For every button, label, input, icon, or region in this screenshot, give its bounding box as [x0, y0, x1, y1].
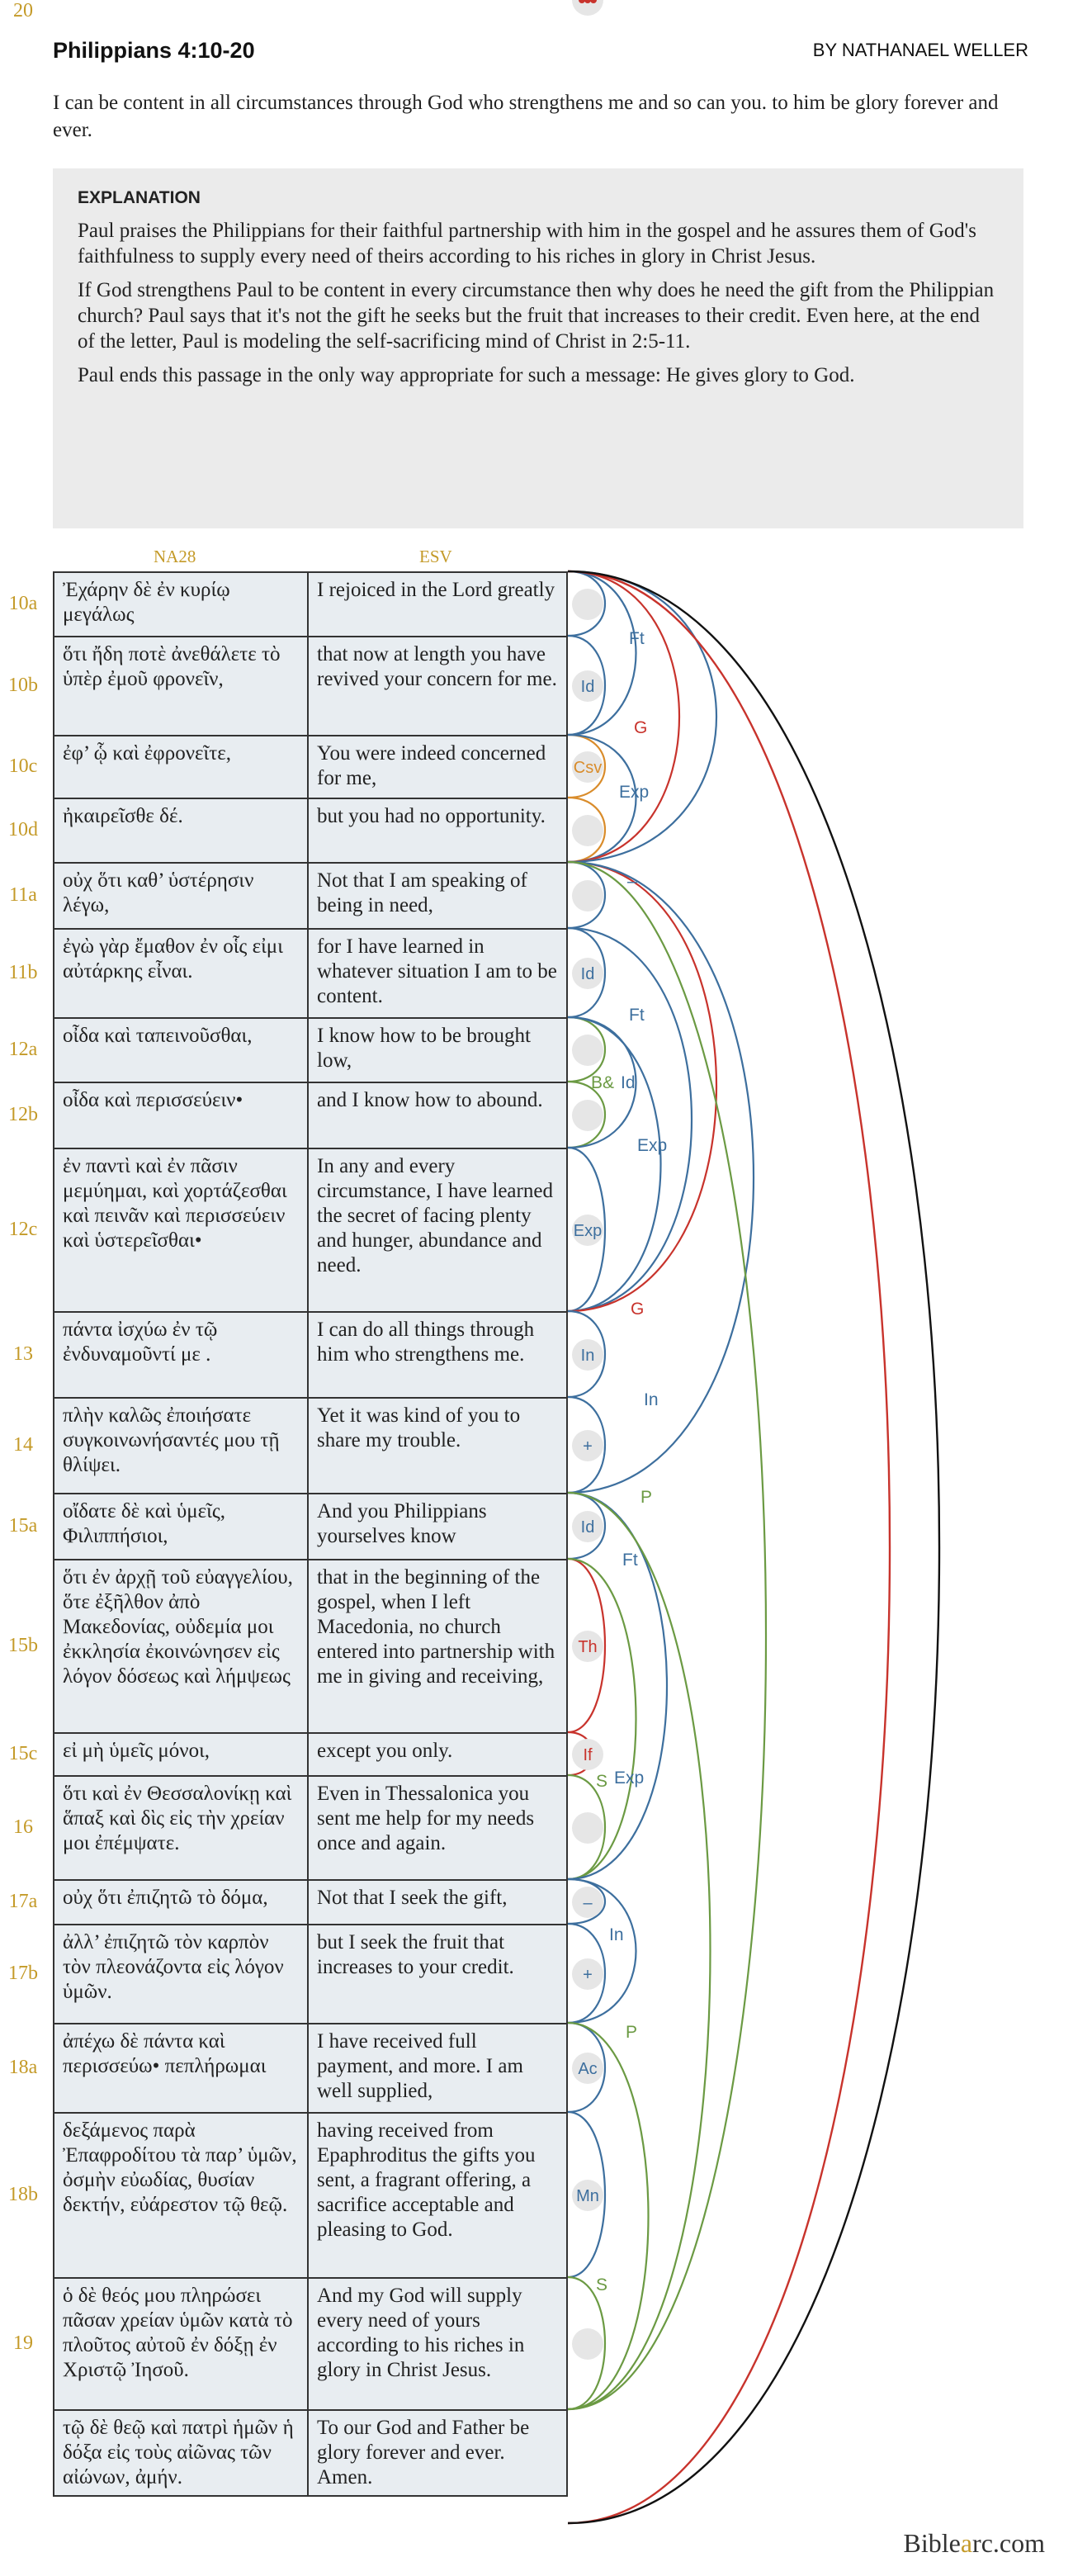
verse-ref: 17a: [8, 1891, 38, 1912]
verse-ref: 14: [13, 1434, 33, 1456]
greek-cell: ὅτι ἤδη ποτὲ ἀνεθάλετε τὸ ὑπὲρ ἐμοῦ φρονεῖν,: [53, 636, 309, 736]
marker-label: Id: [580, 678, 595, 696]
greek-cell: ὅτι καὶ ἐν Θεσσαλονίκῃ καὶ ἅπαξ καὶ δὶς εἰς τὴν χρείαν μοι ἐπέμψατε.: [53, 1775, 309, 1881]
english-cell: I can do all things through him who strengthens me.: [307, 1311, 568, 1399]
explanation-heading: EXPLANATION: [78, 188, 201, 207]
verse-ref: 19: [13, 2332, 33, 2354]
english-cell: but I seek the fruit that increases to your credit.: [307, 1924, 568, 2024]
arc-label: S: [596, 2275, 608, 2294]
marker-label: +: [583, 1437, 593, 1456]
arc-label: G: [634, 718, 648, 737]
english-cell: Yet it was kind of you to share my trouble.: [307, 1397, 568, 1494]
empty-marker-circle: [572, 2328, 603, 2360]
empty-marker-circle: [572, 1100, 603, 1131]
greek-cell: τῷ δὲ θεῷ καὶ πατρὶ ἡμῶν ἡ δόξα εἰς τοὺς αἰῶνας τῶν αἰώνων, ἀμήν.: [53, 2409, 309, 2497]
english-cell: except you only.: [307, 1732, 568, 1777]
arc-label: In: [644, 1390, 659, 1409]
verse-ref: 10c: [8, 755, 38, 777]
verse-ref: 11a: [9, 884, 37, 906]
arc-label: Ft: [629, 629, 645, 648]
greek-cell: εἰ μὴ ὑμεῖς μόνοι,: [53, 1732, 309, 1777]
verse-ref: 10d: [8, 819, 38, 841]
greek-cell: ἠκαιρεῖσθε δέ.: [53, 798, 309, 864]
verse-ref: 16: [13, 1816, 33, 1838]
greek-cell: ἐφ’ ᾧ καὶ ἐφρονεῖτε,: [53, 735, 309, 799]
explanation-paragraph: If God strengthens Paul to be content in every circumstance then why does he need the gift from the Philippian church? Paul says that it's not the gift he seeks but the fruit that increases to their credit. Even here, at the end of the letter, Paul is modeling the self-sacrificing mind of Christ in 2:5-11.: [78, 279, 995, 353]
english-cell: for I have learned in whatever situation I am to be content.: [307, 928, 568, 1019]
greek-cell: δεξάμενος παρὰ Ἐπαφροδίτου τὰ παρ’ ὑμῶν, ὀσμὴν εὐωδίας, θυσίαν δεκτήν, εὐάρεστον τῷ θεῷ.: [53, 2112, 309, 2279]
greek-cell: οἴδατε δὲ καὶ ὑμεῖς, Φιλιππήσιοι,: [53, 1493, 309, 1560]
empty-marker-circle: [572, 1812, 603, 1844]
empty-marker-circle: [572, 1035, 603, 1066]
english-cell: Not that I seek the gift,: [307, 1879, 568, 1925]
greek-cell: οὐχ ὅτι ἐπιζητῶ τὸ δόμα,: [53, 1879, 309, 1925]
verse-ref: 15a: [8, 1515, 38, 1537]
greek-cell: πλὴν καλῶς ἐποιήσατε συγκοινωνήσαντές μου τῇ θλίψει.: [53, 1397, 309, 1494]
verse-ref: 20: [13, 0, 33, 21]
arc-label: Ft: [622, 1551, 638, 1570]
verse-ref: 18a: [8, 2057, 38, 2078]
arc-label: Exp: [614, 1769, 645, 1788]
english-cell: that now at length you have revived your concern for me.: [307, 636, 568, 736]
verse-ref: 17b: [8, 1963, 38, 1984]
marker-label: Id: [580, 1518, 595, 1537]
page-title: Philippians 4:10-20: [53, 38, 255, 63]
english-cell: And my God will supply every need of yours according to his riches in glory in Christ Jesus.: [307, 2277, 568, 2411]
greek-cell: ἐν παντὶ καὶ ἐν πᾶσιν μεμύημαι, καὶ χορτάζεσθαι καὶ πεινᾶν καὶ περισσεύειν καὶ ὑστερεῖσθαι•: [53, 1148, 309, 1313]
greek-cell: ὁ δὲ θεός μου πληρώσει πᾶσαν χρείαν ὑμῶν κατὰ τὸ πλοῦτος αὐτοῦ ἐν δόξῃ ἐν Χριστῷ Ἰησοῦ.: [53, 2277, 309, 2411]
greek-cell: οἶδα καὶ περισσεύειν•: [53, 1082, 309, 1149]
verse-ref: 10b: [8, 675, 38, 696]
marker-label: Ac: [578, 2060, 598, 2078]
empty-marker-circle: [572, 815, 603, 846]
arc-label: P: [640, 1488, 653, 1507]
arc-label: Exp: [637, 1136, 668, 1155]
verse-ref: 13: [13, 1343, 33, 1365]
arc-label: Exp: [619, 783, 650, 802]
marker-label: Exp: [573, 1222, 603, 1240]
english-cell: You were indeed concerned for me,: [307, 735, 568, 799]
verse-ref: 12c: [8, 1219, 38, 1240]
arc-label: P: [626, 2023, 638, 2042]
english-cell: I know how to be brought low,: [307, 1017, 568, 1083]
english-cell: To our God and Father be glory forever and ever. Amen.: [307, 2409, 568, 2497]
arc-line: [568, 571, 939, 2523]
summary-text: I can be content in all circumstances through God who strengthens me and so can you. to him be glory forever and ever.: [53, 92, 999, 141]
marker-label: +: [583, 1966, 593, 1984]
marker-label: Mn: [576, 2187, 599, 2205]
marker-label: In: [580, 1347, 595, 1365]
english-cell: and I know how to abound.: [307, 1082, 568, 1149]
author-byline: BY NATHANAEL WELLER: [812, 40, 1028, 60]
verse-ref: 12b: [8, 1104, 38, 1125]
empty-marker-circle: [572, 880, 603, 912]
arc-line: [568, 1493, 711, 2409]
verse-ref: 15b: [8, 1635, 38, 1656]
english-cell: Even in Thessalonica you sent me help for my needs once and again.: [307, 1775, 568, 1881]
explanation-paragraph: Paul ends this passage in the only way appropriate for such a message: He gives glory to God.: [78, 364, 855, 386]
marker-label: If: [583, 1746, 593, 1764]
marker-label: Id: [580, 965, 595, 983]
column-header-english: ESV: [419, 547, 452, 566]
english-cell: but you had no opportunity.: [307, 798, 568, 864]
verse-ref: 10a: [8, 593, 38, 614]
greek-cell: πάντα ἰσχύω ἐν τῷ ἐνδυναμοῦντί με .: [53, 1311, 309, 1399]
verse-ref: 12a: [8, 1039, 38, 1060]
english-cell: having received from Epaphroditus the gifts you sent, a fragrant offering, a sacrifice acceptable and pleasing to God.: [307, 2112, 568, 2279]
greek-cell: ἀλλ’ ἐπιζητῶ τὸν καρπὸν τὸν πλεονάζοντα εἰς λόγον ὑμῶν.: [53, 1924, 309, 2024]
verse-ref: 15c: [8, 1743, 38, 1764]
arc-label: B&: [591, 1073, 615, 1092]
arc-label: G: [631, 1300, 645, 1319]
greek-cell: οἶδα καὶ ταπεινοῦσθαι,: [53, 1017, 309, 1083]
marker-label: –: [583, 1894, 593, 1912]
arc-label: Id: [621, 1073, 636, 1092]
explanation-paragraph: Paul praises the Philippians for their faithful partnership with him in the gospel and he assures them of God's faithfulness to supply every need of theirs according to his riches in glory in Christ Jesus.: [78, 220, 977, 268]
greek-cell: ὅτι ἐν ἀρχῇ τοῦ εὐαγγελίου, ὅτε ἐξῆλθον ἀπὸ Μακεδονίας, οὐδεμία μοι ἐκκλησία ἐκοινώνησεν εἰς λόγον δόσεως καὶ λήμψεως: [53, 1559, 309, 1734]
english-cell: In any and every circumstance, I have learned the secret of facing plenty and hunger, abundance and need.: [307, 1148, 568, 1313]
marker-label: Csv: [573, 759, 603, 777]
marker-label: Th: [578, 1638, 598, 1656]
column-header-greek: NA28: [154, 547, 196, 566]
greek-cell: Ἐχάρην δὲ ἐν κυρίῳ μεγάλως: [53, 571, 309, 637]
verse-ref: 11b: [8, 962, 38, 983]
arc-label: In: [609, 1925, 624, 1944]
bibleArc-logo: Biblearc.com: [903, 2528, 1045, 2558]
verse-ref: 18b: [8, 2184, 38, 2205]
greek-cell: οὐχ ὅτι καθ’ ὑστέρησιν λέγω,: [53, 862, 309, 930]
english-cell: Not that I am speaking of being in need,: [307, 862, 568, 930]
greek-cell: ἀπέχω δὲ πάντα καὶ περισσεύω• πεπλήρωμαι: [53, 2023, 309, 2114]
empty-marker-circle: [572, 589, 603, 620]
english-cell: I have received full payment, and more. I am well supplied,: [307, 2023, 568, 2114]
english-cell: that in the beginning of the gospel, when I left Macedonia, no church entered into partnership with me in giving and receiving,: [307, 1559, 568, 1734]
arc-label: Ft: [629, 1006, 645, 1025]
greek-cell: ἐγὼ γὰρ ἔμαθον ἐν οἷς εἰμι αὐτάρκης εἶναι.: [53, 928, 309, 1019]
english-cell: I rejoiced in the Lord greatly: [307, 571, 568, 637]
arc-label: –: [627, 872, 637, 891]
english-cell: And you Philippians yourselves know: [307, 1493, 568, 1560]
arc-label: S: [596, 1772, 608, 1791]
